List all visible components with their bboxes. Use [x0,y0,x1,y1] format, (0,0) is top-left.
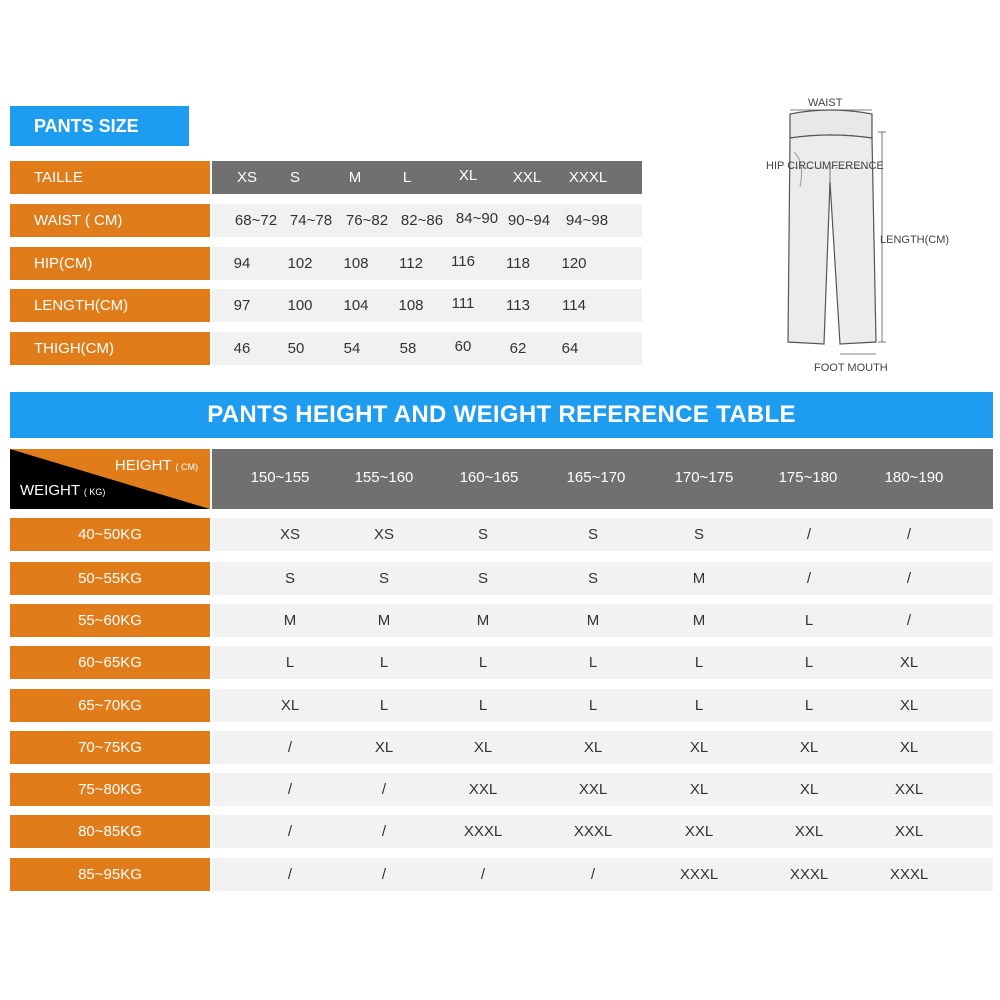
size-header-l: L [402,169,412,186]
size-row-label: HIP(CM) [10,247,210,280]
height-header-cell: 150~155 [250,469,310,486]
reference-size-cell: XL [899,739,919,756]
size-cell: 116 [451,253,475,270]
reference-size-cell: XXXL [679,866,719,883]
size-cell: 114 [562,297,586,314]
size-cell: 84~90 [455,210,499,227]
size-header-xl: XL [458,167,478,184]
pants-diagram [760,92,990,382]
size-row-label: LENGTH(CM) [10,289,210,322]
height-header-cell: 170~175 [674,469,734,486]
weight-row-label: 65~70KG [10,689,210,722]
size-cell: 74~78 [289,212,333,229]
size-row-band [212,204,642,237]
reference-height-header [212,449,993,509]
reference-size-cell: XXL [894,781,924,798]
reference-size-cell: L [285,654,295,671]
size-cell: 50 [287,340,305,357]
weight-row-label: 40~50KG [10,518,210,551]
weight-row-label: 60~65KG [10,646,210,679]
size-cell: 54 [343,340,361,357]
reference-size-cell: XL [689,739,709,756]
reference-row [212,773,993,806]
reference-size-cell: L [694,654,704,671]
reference-size-cell: L [804,612,814,629]
reference-size-cell: / [806,526,812,543]
size-header-xxl: XXL [512,169,542,186]
size-cell: 46 [233,340,251,357]
reference-row [212,689,993,722]
size-row-label: WAIST ( CM) [10,204,210,237]
weight-row-label: 75~80KG [10,773,210,806]
reference-size-cell: XL [899,654,919,671]
height-header-cell: 155~160 [354,469,414,486]
size-cell: 112 [399,255,423,272]
size-cell: 120 [561,255,587,272]
size-cell: 60 [454,338,472,355]
reference-size-cell: L [478,697,488,714]
size-header-label: TAILLE [10,161,210,194]
size-row-band [212,332,642,365]
size-row-band [212,289,642,322]
size-header-xxxl: XXXL [568,169,608,186]
reference-size-cell: XL [583,739,603,756]
diagram-waist-label: WAIST [808,97,843,109]
corner-height-label: HEIGHT ( CM) [114,457,198,474]
reference-size-cell: S [477,526,488,543]
reference-size-cell: XL [799,781,819,798]
size-cell: 58 [399,340,417,357]
reference-size-cell: / [287,781,293,798]
height-header-cell: 180~190 [884,469,944,486]
reference-size-cell: XXL [578,781,608,798]
reference-size-cell: S [378,570,389,587]
reference-size-cell: M [476,612,490,629]
pants-illustration [760,92,990,382]
reference-size-cell: M [692,570,706,587]
reference-size-cell: XXL [468,781,498,798]
reference-size-cell: / [381,781,387,798]
reference-size-cell: / [287,739,293,756]
weight-row-label: 80~85KG [10,815,210,848]
reference-size-cell: S [284,570,295,587]
height-header-cell: 175~180 [778,469,838,486]
reference-size-cell: XL [374,739,394,756]
reference-size-cell: M [586,612,600,629]
reference-size-cell: XL [473,739,493,756]
reference-size-cell: L [694,697,704,714]
size-cell: 97 [233,297,251,314]
size-cell: 108 [398,297,424,314]
weight-row-label: 55~60KG [10,604,210,637]
reference-row [212,731,993,764]
reference-row [212,604,993,637]
reference-size-cell: / [906,570,912,587]
weight-row-label: 50~55KG [10,562,210,595]
reference-size-cell: XXXL [789,866,829,883]
reference-size-cell: XS [373,526,394,543]
reference-row [212,518,993,551]
reference-size-cell: XL [799,739,819,756]
reference-size-cell: XXL [894,823,924,840]
reference-size-cell: / [381,866,387,883]
reference-title: PANTS HEIGHT AND WEIGHT REFERENCE TABLE [10,392,993,438]
size-header-band [212,161,642,194]
reference-corner [10,449,210,509]
diagram-hip-label: HIP CIRCUMFERENCE [766,160,884,172]
reference-size-cell: / [590,866,596,883]
size-cell: 100 [287,297,313,314]
reference-size-cell: S [693,526,704,543]
size-cell: 111 [451,295,475,312]
weight-row-label: 70~75KG [10,731,210,764]
size-cell: 62 [509,340,527,357]
reference-size-cell: XL [689,781,709,798]
size-header-s: S [289,169,300,186]
reference-size-cell: / [906,612,912,629]
size-cell: 104 [343,297,369,314]
size-header-xs: XS [236,169,257,186]
size-cell: 102 [287,255,313,272]
reference-size-cell: L [804,697,814,714]
size-cell: 108 [343,255,369,272]
size-cell: 94 [233,255,251,272]
reference-row [212,815,993,848]
reference-size-cell: S [587,570,598,587]
reference-size-cell: L [804,654,814,671]
size-cell: 90~94 [507,212,551,229]
reference-size-cell: L [478,654,488,671]
weight-row-label: 85~95KG [10,858,210,891]
size-row-band [212,247,642,280]
height-header-cell: 165~170 [566,469,626,486]
reference-size-cell: S [587,526,598,543]
reference-size-cell: M [692,612,706,629]
reference-size-cell: XXXL [573,823,613,840]
reference-size-cell: XXXL [463,823,503,840]
size-row-label: THIGH(CM) [10,332,210,365]
reference-size-cell: XL [280,697,300,714]
reference-size-cell: XXL [794,823,824,840]
size-cell: 94~98 [565,212,609,229]
reference-size-cell: / [287,866,293,883]
size-cell: 82~86 [400,212,444,229]
size-cell: 64 [561,340,579,357]
size-cell: 113 [506,297,530,314]
reference-size-cell: XL [899,697,919,714]
reference-row [212,562,993,595]
diagram-length-label: LENGTH(CM) [880,234,950,246]
reference-size-cell: / [480,866,486,883]
reference-size-cell: / [906,526,912,543]
size-cell: 68~72 [234,212,278,229]
reference-size-cell: L [588,697,598,714]
height-header-cell: 160~165 [459,469,519,486]
pants-size-title: PANTS SIZE [10,106,189,146]
reference-size-cell: / [806,570,812,587]
reference-row [212,858,993,891]
size-cell: 76~82 [345,212,389,229]
reference-size-cell: / [287,823,293,840]
reference-size-cell: / [381,823,387,840]
reference-size-cell: XXXL [889,866,929,883]
reference-row [212,646,993,679]
corner-weight-label: WEIGHT ( KG) [20,482,106,499]
size-header-m: M [348,169,362,186]
reference-size-cell: XXL [684,823,714,840]
reference-size-cell: L [379,654,389,671]
diagram-foot-label: FOOT MOUTH [814,362,888,374]
reference-size-cell: S [477,570,488,587]
size-cell: 118 [506,255,530,272]
reference-size-cell: L [379,697,389,714]
reference-size-cell: L [588,654,598,671]
reference-size-cell: M [377,612,391,629]
reference-size-cell: M [283,612,297,629]
reference-size-cell: XS [279,526,300,543]
